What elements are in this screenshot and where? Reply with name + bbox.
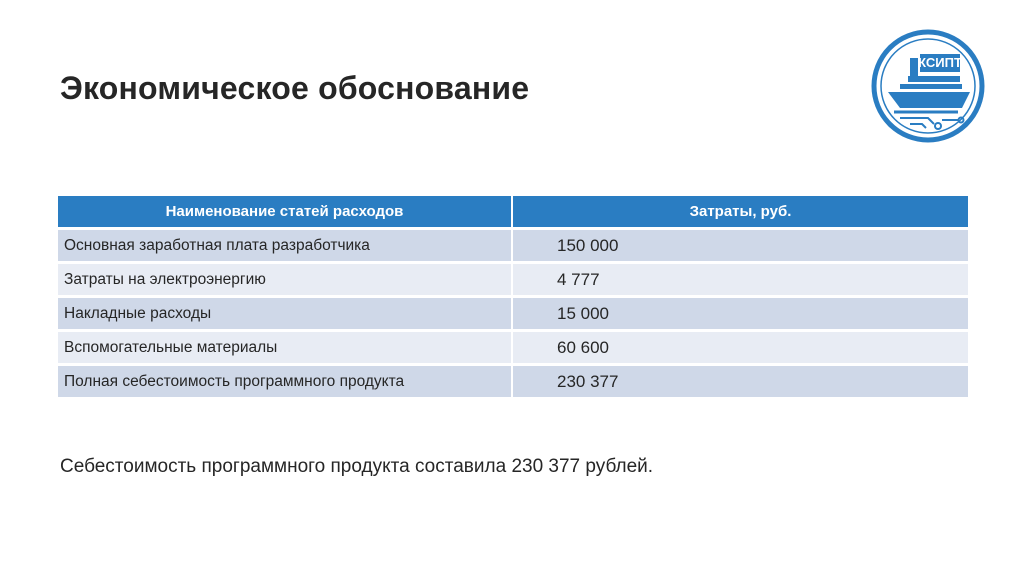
table-row — [58, 263, 968, 297]
table-row — [58, 297, 968, 331]
row-value: 230 377 — [512, 365, 968, 399]
ship-logo-icon — [870, 28, 986, 144]
college-logo — [870, 28, 986, 144]
row-name: Затраты на электроэнергию — [58, 263, 512, 297]
table-row — [58, 229, 968, 263]
row-name: Накладные расходы — [58, 297, 512, 331]
row-value: 60 600 — [512, 331, 968, 365]
row-name: Полная себестоимость программного продукта — [58, 365, 512, 399]
column-header-item: Наименование статей расходов — [58, 196, 512, 229]
row-value: 15 000 — [512, 297, 968, 331]
row-value: 4 777 — [512, 263, 968, 297]
logo-text: КСИПТ — [918, 55, 962, 70]
table-row — [58, 365, 968, 399]
table-row — [58, 331, 968, 365]
row-name: Вспомогательные материалы — [58, 331, 512, 365]
expenses-table — [58, 196, 968, 400]
slide-title: Экономическое обоснование — [60, 70, 530, 106]
column-header-cost: Затраты, руб. — [512, 196, 968, 229]
row-value: 150 000 — [512, 229, 968, 263]
summary-text: Себестоимость программного продукта составила 230 377 рублей. — [60, 456, 654, 477]
row-name: Основная заработная плата разработчика — [58, 229, 512, 263]
table-header-row — [58, 196, 968, 229]
